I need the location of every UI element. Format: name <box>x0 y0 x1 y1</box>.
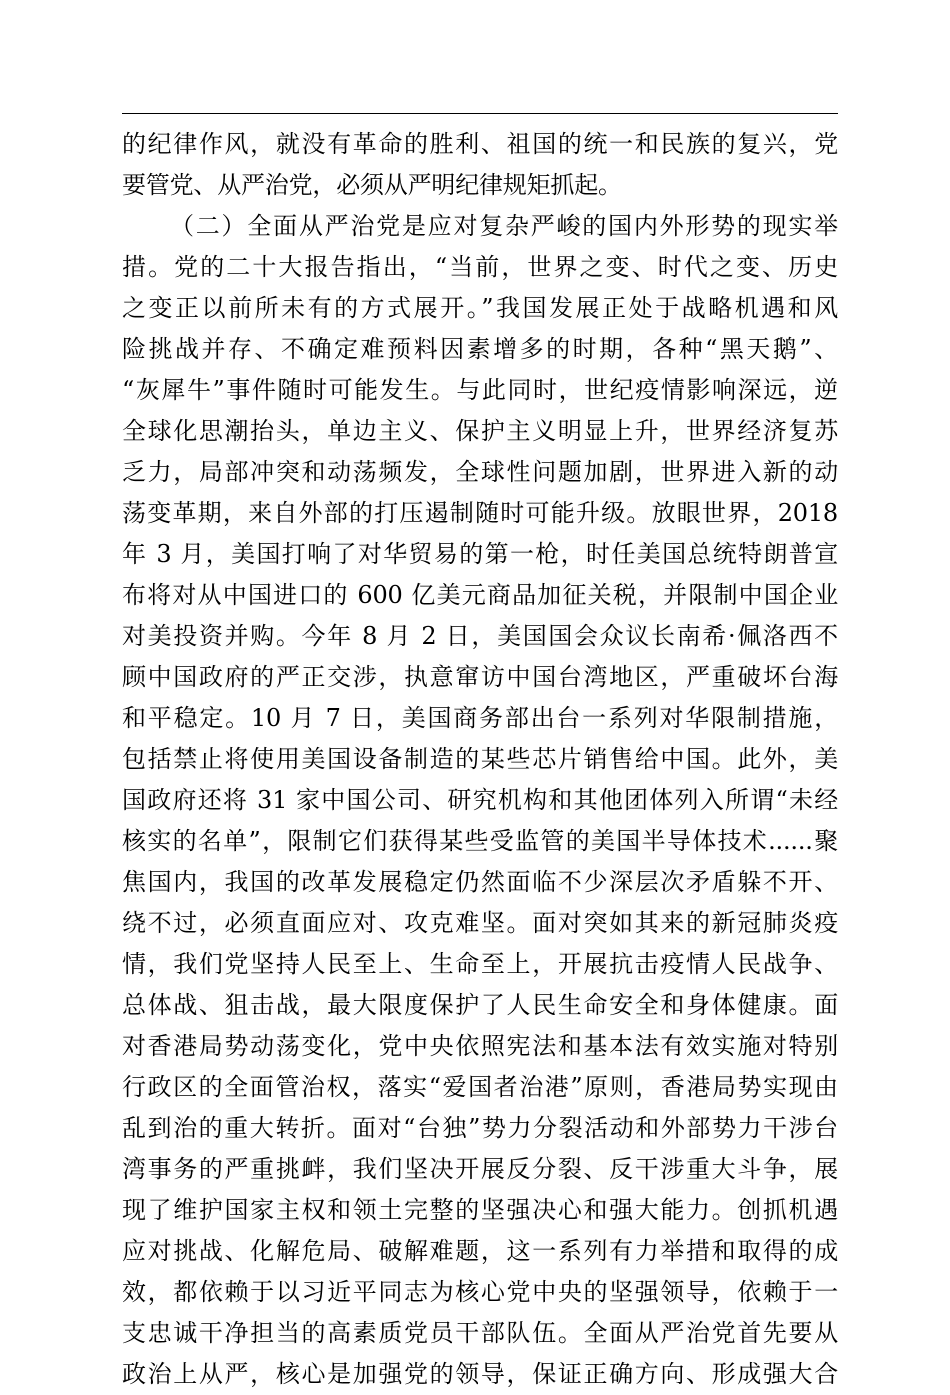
text-line: 乏力，局部冲突和动荡频发，全球性问题加剧，世界进入新的动 <box>122 458 838 486</box>
text-line: 顾中国政府的严正交涉，执意窜访中国台湾地区，严重破坏台海 <box>122 663 838 691</box>
text-line: 之变正以前所未有的方式展开。”我国发展正处于战略机遇和风 <box>122 294 838 322</box>
text-line: 总体战、狙击战，最大限度保护了人民生命安全和身体健康。面 <box>122 991 838 1019</box>
text-line: 和平稳定。10 月 7 日，美国商务部出台一系列对华限制措施， <box>122 704 838 732</box>
text-line: 绕不过，必须直面应对、攻克难坚。面对突如其来的新冠肺炎疫 <box>122 909 838 937</box>
text-line: 支忠诚干净担当的高素质党员干部队伍。全面从严治党首先要从 <box>122 1319 838 1347</box>
text-line: 湾事务的严重挑衅，我们坚决开展反分裂、反干涉重大斗争，展 <box>122 1155 838 1183</box>
text-line: 情，我们党坚持人民至上、生命至上，开展抗击疫情人民战争、 <box>122 950 838 978</box>
header-rule <box>122 113 838 114</box>
text-line: 险挑战并存、不确定难预料因素增多的时期，各种“黑天鹅”、 <box>122 335 838 363</box>
text-line: 全球化思潮抬头，单边主义、保护主义明显上升，世界经济复苏 <box>122 417 838 445</box>
text-line: 布将对从中国进口的 600 亿美元商品加征关税，并限制中国企业 <box>122 581 838 609</box>
body-text <box>122 124 838 1395</box>
text-line: 现了维护国家主权和领土完整的坚强决心和强大能力。创抓机遇 <box>122 1196 838 1224</box>
text-line: 对美投资并购。今年 8 月 2 日，美国国会众议长南希·佩洛西不 <box>122 622 838 650</box>
text-line: 年 3 月，美国打响了对华贸易的第一枪，时任美国总统特朗普宣 <box>122 540 838 568</box>
text-line: 要管党、从严治党，必须从严明纪律规矩抓起。 <box>122 171 622 199</box>
text-line: 的纪律作风，就没有革命的胜利、祖国的统一和民族的复兴，党 <box>122 130 838 158</box>
text-line: 核实的名单”，限制它们获得某些受监管的美国半导体技术......聚 <box>122 827 838 855</box>
paragraph-start-line: （二）全面从严治党是应对复杂严峻的国内外形势的现实举 <box>170 212 838 240</box>
text-line: 行政区的全面管治权，落实“爱国者治港”原则，香港局势实现由 <box>122 1073 838 1101</box>
text-line: “灰犀牛”事件随时可能发生。与此同时，世纪疫情影响深远，逆 <box>122 376 838 404</box>
text-line: 应对挑战、化解危局、破解难题，这一系列有力举措和取得的成 <box>122 1237 838 1265</box>
text-line: 国政府还将 31 家中国公司、研究机构和其他团体列入所谓“未经 <box>122 786 838 814</box>
text-line: 乱到治的重大转折。面对“台独”势力分裂活动和外部势力干涉台 <box>122 1114 838 1142</box>
text-line: 包括禁止将使用美国设备制造的某些芯片销售给中国。此外，美 <box>122 745 838 773</box>
text-line: 焦国内，我国的改革发展稳定仍然面临不少深层次矛盾躲不开、 <box>122 868 838 896</box>
text-line: 对香港局势动荡变化，党中央依照宪法和基本法有效实施对特别 <box>122 1032 838 1060</box>
text-line: 效，都依赖于以习近平同志为核心党中央的坚强领导，依赖于一 <box>122 1278 838 1306</box>
text-line: 政治上从严，核心是加强党的领导，保证正确方向、形成强大合 <box>122 1360 838 1388</box>
text-line: 荡变革期，来自外部的打压遏制随时可能升级。放眼世界，2018 <box>122 499 838 527</box>
text-line: 措。党的二十大报告指出，“当前，世界之变、时代之变、历史 <box>122 253 838 281</box>
